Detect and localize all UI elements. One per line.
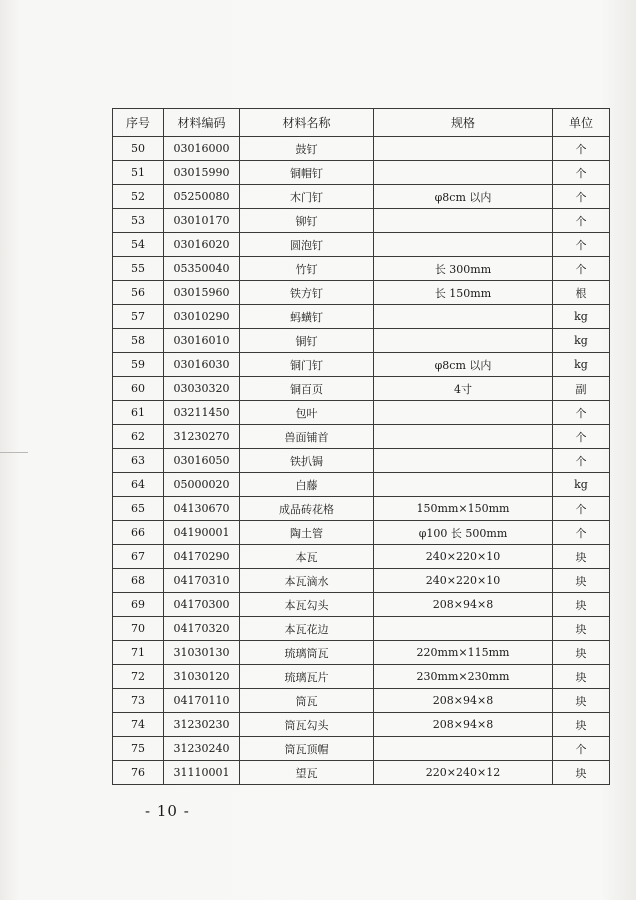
table-cell: 长 150mm xyxy=(374,281,553,305)
table-cell: 04170290 xyxy=(164,545,240,569)
table-cell: 个 xyxy=(553,161,610,185)
table-cell xyxy=(374,209,553,233)
table-row xyxy=(113,545,610,569)
table-cell: 个 xyxy=(553,257,610,281)
table-cell: 150mm×150mm xyxy=(374,497,553,521)
table-cell: 04170320 xyxy=(164,617,240,641)
table-cell: 本瓦滴水 xyxy=(240,569,374,593)
table-cell: 59 xyxy=(113,353,164,377)
table-cell: 白藤 xyxy=(240,473,374,497)
table-cell: 鼓钉 xyxy=(240,137,374,161)
table-cell: 个 xyxy=(553,137,610,161)
table-cell: 31030120 xyxy=(164,665,240,689)
table-cell: 03010170 xyxy=(164,209,240,233)
table-cell: 个 xyxy=(553,425,610,449)
table-row xyxy=(113,449,610,473)
table-cell: 04170300 xyxy=(164,593,240,617)
header-cell: 材料名称 xyxy=(240,109,374,137)
table-cell: 个 xyxy=(553,401,610,425)
header-cell: 规格 xyxy=(374,109,553,137)
table-cell: φ8cm 以内 xyxy=(374,185,553,209)
header-cell: 序号 xyxy=(113,109,164,137)
table-cell: 铜百页 xyxy=(240,377,374,401)
table-cell: 块 xyxy=(553,713,610,737)
header-cell: 材料编码 xyxy=(164,109,240,137)
table-cell: 铜帽钉 xyxy=(240,161,374,185)
table-cell: 03015960 xyxy=(164,281,240,305)
table-cell: 副 xyxy=(553,377,610,401)
table-cell: 65 xyxy=(113,497,164,521)
table-cell: 03030320 xyxy=(164,377,240,401)
table-cell: 31030130 xyxy=(164,641,240,665)
table-row xyxy=(113,641,610,665)
header-cell: 单位 xyxy=(553,109,610,137)
table-cell: 个 xyxy=(553,185,610,209)
table-cell: 71 xyxy=(113,641,164,665)
table-row xyxy=(113,569,610,593)
table-cell xyxy=(374,425,553,449)
table-row xyxy=(113,689,610,713)
table-cell: 铁扒锔 xyxy=(240,449,374,473)
table-cell xyxy=(374,161,553,185)
table-row xyxy=(113,425,610,449)
table-cell xyxy=(374,617,553,641)
table-cell: 57 xyxy=(113,305,164,329)
table-cell: 个 xyxy=(553,497,610,521)
table-row xyxy=(113,137,610,161)
table-cell: 筒瓦勾头 xyxy=(240,713,374,737)
table-cell: 04130670 xyxy=(164,497,240,521)
table-cell xyxy=(374,329,553,353)
table-cell: 个 xyxy=(553,209,610,233)
table-cell: 块 xyxy=(553,593,610,617)
table-cell: 68 xyxy=(113,569,164,593)
table-header-row xyxy=(113,109,610,137)
table-row xyxy=(113,233,610,257)
table-row xyxy=(113,617,610,641)
table-cell: kg xyxy=(553,353,610,377)
table-row xyxy=(113,329,610,353)
table-cell: 76 xyxy=(113,761,164,785)
table-cell: 72 xyxy=(113,665,164,689)
table-cell: 铜钉 xyxy=(240,329,374,353)
table-row xyxy=(113,737,610,761)
table-cell: 4寸 xyxy=(374,377,553,401)
table-cell: 69 xyxy=(113,593,164,617)
table-cell: 筒瓦顶帽 xyxy=(240,737,374,761)
table-row xyxy=(113,401,610,425)
table-cell: 03016030 xyxy=(164,353,240,377)
table-cell: 望瓦 xyxy=(240,761,374,785)
table-cell: 铆钉 xyxy=(240,209,374,233)
table-row xyxy=(113,305,610,329)
table-row xyxy=(113,257,610,281)
table-cell: 64 xyxy=(113,473,164,497)
table-cell: kg xyxy=(553,473,610,497)
table-cell: 块 xyxy=(553,665,610,689)
table-cell: 块 xyxy=(553,569,610,593)
table-cell xyxy=(374,401,553,425)
table-cell: 03016010 xyxy=(164,329,240,353)
table-row xyxy=(113,761,610,785)
page-number: - 10 - xyxy=(145,802,190,820)
table-cell xyxy=(374,737,553,761)
table-cell xyxy=(374,473,553,497)
table-cell: 75 xyxy=(113,737,164,761)
table-cell: 块 xyxy=(553,761,610,785)
table-cell: 筒瓦 xyxy=(240,689,374,713)
table-cell: 240×220×10 xyxy=(374,569,553,593)
table-cell: 琉璃筒瓦 xyxy=(240,641,374,665)
table-cell: 03016050 xyxy=(164,449,240,473)
table-cell xyxy=(374,233,553,257)
materials-table xyxy=(112,108,610,785)
table-cell: 208×94×8 xyxy=(374,713,553,737)
table-row xyxy=(113,713,610,737)
table-cell: 块 xyxy=(553,689,610,713)
table-cell: 本瓦 xyxy=(240,545,374,569)
table-cell: 个 xyxy=(553,521,610,545)
table-cell: 56 xyxy=(113,281,164,305)
table-cell: 74 xyxy=(113,713,164,737)
table-row xyxy=(113,209,610,233)
table-cell: 03010290 xyxy=(164,305,240,329)
table-cell: 31110001 xyxy=(164,761,240,785)
table-cell: 31230230 xyxy=(164,713,240,737)
table-cell: 块 xyxy=(553,617,610,641)
table-cell: 兽面铺首 xyxy=(240,425,374,449)
table-cell: 圆泡钉 xyxy=(240,233,374,257)
table-cell: 50 xyxy=(113,137,164,161)
table-cell: 本瓦勾头 xyxy=(240,593,374,617)
table-cell: 73 xyxy=(113,689,164,713)
table-cell: 05000020 xyxy=(164,473,240,497)
table-cell: 块 xyxy=(553,545,610,569)
table-cell: kg xyxy=(553,305,610,329)
table-cell: 53 xyxy=(113,209,164,233)
table-cell: 61 xyxy=(113,401,164,425)
table-cell: 70 xyxy=(113,617,164,641)
table-cell: 个 xyxy=(553,737,610,761)
table-row xyxy=(113,473,610,497)
table-cell: φ100 长 500mm xyxy=(374,521,553,545)
table-cell: 03211450 xyxy=(164,401,240,425)
table-cell: 包叶 xyxy=(240,401,374,425)
table-cell: 03016000 xyxy=(164,137,240,161)
table-cell: 31230240 xyxy=(164,737,240,761)
table-cell xyxy=(374,449,553,473)
table-cell: 58 xyxy=(113,329,164,353)
table-cell: 木门钉 xyxy=(240,185,374,209)
table-row xyxy=(113,377,610,401)
table-cell: 本瓦花边 xyxy=(240,617,374,641)
table-cell: 220mm×115mm xyxy=(374,641,553,665)
table-cell: 个 xyxy=(553,449,610,473)
table-row xyxy=(113,353,610,377)
table-cell: 04190001 xyxy=(164,521,240,545)
table-cell: 208×94×8 xyxy=(374,689,553,713)
table-cell: 63 xyxy=(113,449,164,473)
table-cell: 52 xyxy=(113,185,164,209)
scan-edge-mark xyxy=(0,452,28,453)
table-cell: 成品砖花格 xyxy=(240,497,374,521)
table-cell: 240×220×10 xyxy=(374,545,553,569)
table-cell: 05350040 xyxy=(164,257,240,281)
table-cell: 67 xyxy=(113,545,164,569)
table-row xyxy=(113,281,610,305)
table-row xyxy=(113,161,610,185)
table-cell: 55 xyxy=(113,257,164,281)
table-cell: 05250080 xyxy=(164,185,240,209)
table-cell: 60 xyxy=(113,377,164,401)
table-cell xyxy=(374,137,553,161)
table-cell: 蚂蟥钉 xyxy=(240,305,374,329)
table-row xyxy=(113,665,610,689)
table-cell: 54 xyxy=(113,233,164,257)
table-cell: 220×240×12 xyxy=(374,761,553,785)
table-cell: 03016020 xyxy=(164,233,240,257)
table-cell: 04170110 xyxy=(164,689,240,713)
table-cell: 块 xyxy=(553,641,610,665)
table-cell: 长 300mm xyxy=(374,257,553,281)
table-cell: 琉璃瓦片 xyxy=(240,665,374,689)
table-cell: 208×94×8 xyxy=(374,593,553,617)
table-cell: 31230270 xyxy=(164,425,240,449)
table-cell: 62 xyxy=(113,425,164,449)
table-cell: 66 xyxy=(113,521,164,545)
table-cell: 竹钉 xyxy=(240,257,374,281)
table-cell xyxy=(374,305,553,329)
table-cell: 230mm×230mm xyxy=(374,665,553,689)
table-cell: φ8cm 以内 xyxy=(374,353,553,377)
table-cell: 根 xyxy=(553,281,610,305)
table-cell: kg xyxy=(553,329,610,353)
table-body xyxy=(113,137,610,785)
table-cell: 陶土管 xyxy=(240,521,374,545)
table-row xyxy=(113,593,610,617)
table-cell: 51 xyxy=(113,161,164,185)
table-cell: 铜门钉 xyxy=(240,353,374,377)
table-row xyxy=(113,185,610,209)
table-cell: 04170310 xyxy=(164,569,240,593)
table-row xyxy=(113,521,610,545)
table-cell: 03015990 xyxy=(164,161,240,185)
table-cell: 个 xyxy=(553,233,610,257)
table-cell: 铁方钉 xyxy=(240,281,374,305)
table-row xyxy=(113,497,610,521)
